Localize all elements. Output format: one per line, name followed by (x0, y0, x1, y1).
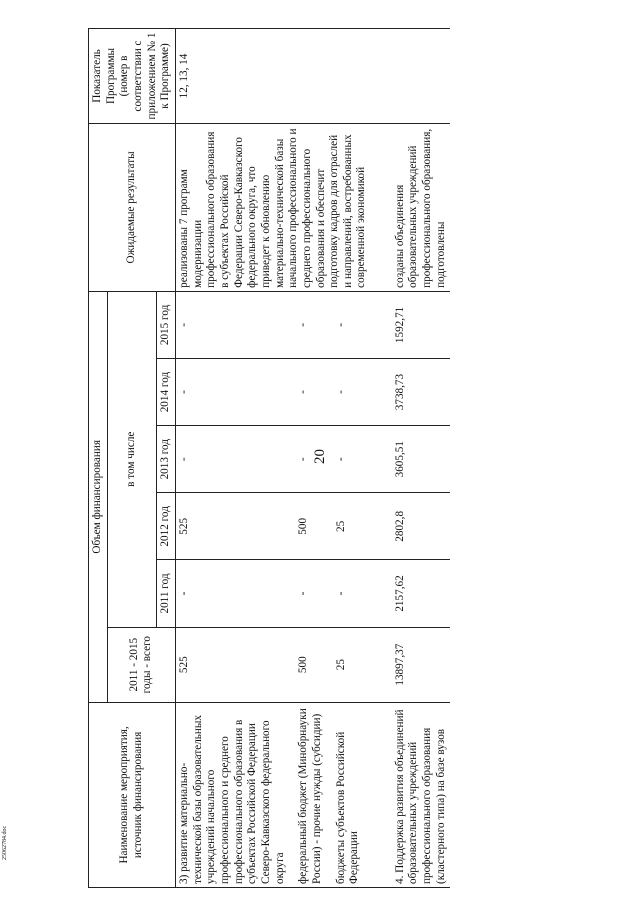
header-year-2011: 2011 год (157, 560, 176, 627)
cell-name: федеральный бюджет (Минобрнауки России) - прочие нужды (субсидии) (289, 702, 326, 887)
cell-total: 500 (289, 627, 326, 702)
cell-results: реализованы 7 программ модернизации профессионального образования в субъектах Российской Федерации Северо-Кавказского федерального округа, что приведет к обновлению материально-технической базы начального профессионального и среднего профессионального образования и обеспечит подготовку кадров для отраслей и направлений, востребованных современной экономикой (175, 123, 391, 291)
cell-2012: 525 (175, 493, 289, 560)
program-measures-table (88, 28, 450, 888)
cell-2015: - (175, 291, 289, 358)
header-name: Наименование мероприятия, источник финансирования (89, 702, 176, 887)
cell-2013: 3605,51 (392, 426, 451, 493)
cell-2013: - (175, 426, 289, 493)
cell-2014: 3738,73 (392, 358, 451, 425)
cell-2011: - (175, 560, 289, 627)
cell-2014: - (327, 358, 392, 425)
cell-2012: 500 (289, 493, 326, 560)
header-indicator: Показатель Программы (номер в соответствии с приложением № 1 к Программе) (89, 29, 176, 124)
cell-2015: - (289, 291, 326, 358)
header-year-2013: 2013 год (157, 426, 176, 493)
cell-2012: 25 (327, 493, 392, 560)
cell-total: 13897,37 (392, 627, 451, 702)
cell-2013: - (289, 426, 326, 493)
cell-name: бюджеты субъектов Российской Федерации (327, 702, 392, 887)
cell-2015: - (327, 291, 392, 358)
cell-2013: - (327, 426, 392, 493)
header-total: 2011 - 2015 годы - всего (107, 627, 175, 702)
cell-indicator: 12, 13, 14 (175, 29, 391, 124)
header-results: Ожидаемые результаты (89, 123, 176, 291)
footer-file-code: 25062784.doc (2, 825, 8, 860)
cell-name: 3) развитие материально-технической базы образовательных учреждений начального профессионального и среднего профессионального образования в субъектах Российской Федерации Северо-Кавказского федерального округа (175, 702, 289, 887)
cell-indicator (392, 29, 451, 124)
cell-2014: - (289, 358, 326, 425)
table-row (392, 29, 451, 888)
cell-2011: - (289, 560, 326, 627)
cell-name: 4. Поддержка развития объединений образовательных учреждений профессионального образования (кластерного типа) на базе вузов (392, 702, 451, 887)
page-number: 20 (311, 449, 328, 464)
table-row (175, 29, 289, 888)
cell-2011: 2157,62 (392, 560, 451, 627)
cell-2015: 1592,71 (392, 291, 451, 358)
rotated-table-wrapper (88, 28, 558, 888)
header-year-2014: 2014 год (157, 358, 176, 425)
cell-results: созданы объединения образовательных учреждений профессионального образования, подготовлены (392, 123, 451, 291)
header-including: в том числе (107, 291, 157, 627)
header-year-2015: 2015 год (157, 291, 176, 358)
header-year-2012: 2012 год (157, 493, 176, 560)
cell-2012: 2802,8 (392, 493, 451, 560)
cell-2014: - (175, 358, 289, 425)
cell-total: 525 (175, 627, 289, 702)
cell-total: 25 (327, 627, 392, 702)
cell-2011: - (327, 560, 392, 627)
header-funding: Объем финансирования (89, 291, 108, 702)
